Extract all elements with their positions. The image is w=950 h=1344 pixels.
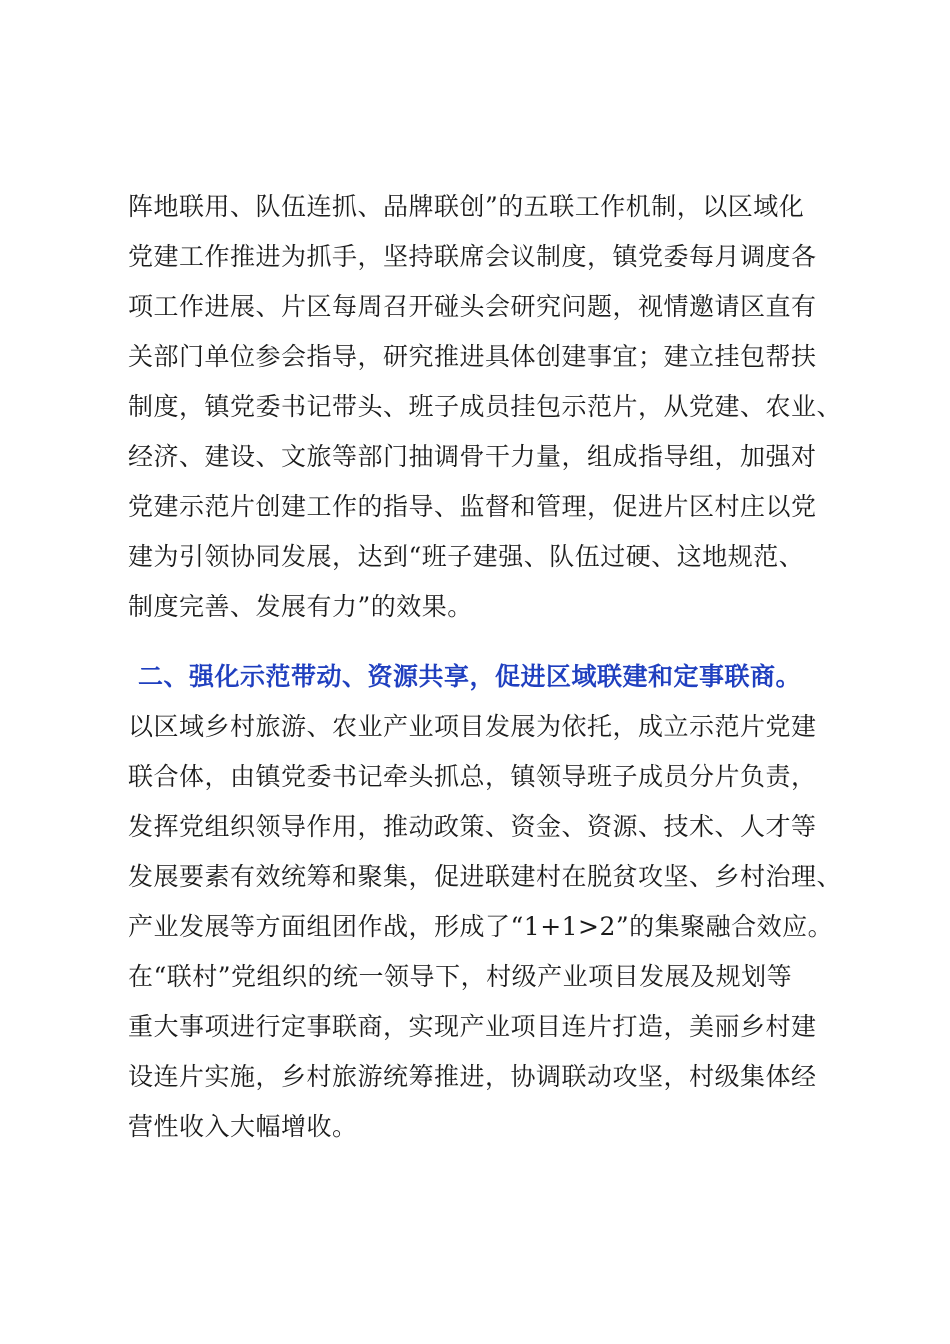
text-line: 发挥党组织领导作用，推动政策、资金、资源、技术、人才等 [128,812,817,841]
text-line: 制度完善、发展有力”的效果。 [128,592,473,621]
text-line: 党建工作推进为抓手，坚持联席会议制度，镇党委每月调度各 [128,242,817,271]
text-line: 项工作进展、片区每周召开碰头会研究问题，视情邀请区直有 [128,292,817,321]
section-heading: 二、强化示范带动、资源共享，促进区域联建和定事联商。 [138,662,802,691]
text-line: 经济、建设、文旅等部门抽调骨干力量，组成指导组，加强对 [128,442,817,471]
paragraph-1 [128,182,848,632]
text-line: 阵地联用、队伍连抓、品牌联创”的五联工作机制，以区域化 [128,192,805,221]
text-line: 在“联村”党组织的统一领导下，村级产业项目发展及规划等 [128,962,793,991]
text-line: 关部门单位参会指导，研究推进具体创建事宜；建立挂包帮扶 [128,342,817,371]
text-line: 制度，镇党委书记带头、班子成员挂包示范片，从党建、农业、 [128,392,843,421]
text-line: 发展要素有效统筹和聚集，促进联建村在脱贫攻坚、乡村治理、 [128,862,843,891]
paragraph-spacer [128,632,848,652]
text-line: 设连片实施，乡村旅游统筹推进，协调联动攻坚，村级集体经 [128,1062,817,1091]
text-line: 产业发展等方面组团作战，形成了“1+1>2”的集聚融合效应。 [128,912,834,941]
text-line: 党建示范片创建工作的指导、监督和管理，促进片区村庄以党 [128,492,817,521]
text-line: 以区域乡村旅游、农业产业项目发展为依托，成立示范片党建 [128,712,817,741]
text-line: 重大事项进行定事联商，实现产业项目连片打造，美丽乡村建 [128,1012,817,1041]
document-body [128,182,848,1152]
text-line: 联合体，由镇党委书记牵头抓总，镇领导班子成员分片负责， [128,762,817,791]
paragraph-2 [128,702,848,1152]
text-line: 营性收入大幅增收。 [128,1112,358,1141]
text-line: 建为引领协同发展，达到“班子建强、队伍过硬、这地规范、 [128,542,805,571]
